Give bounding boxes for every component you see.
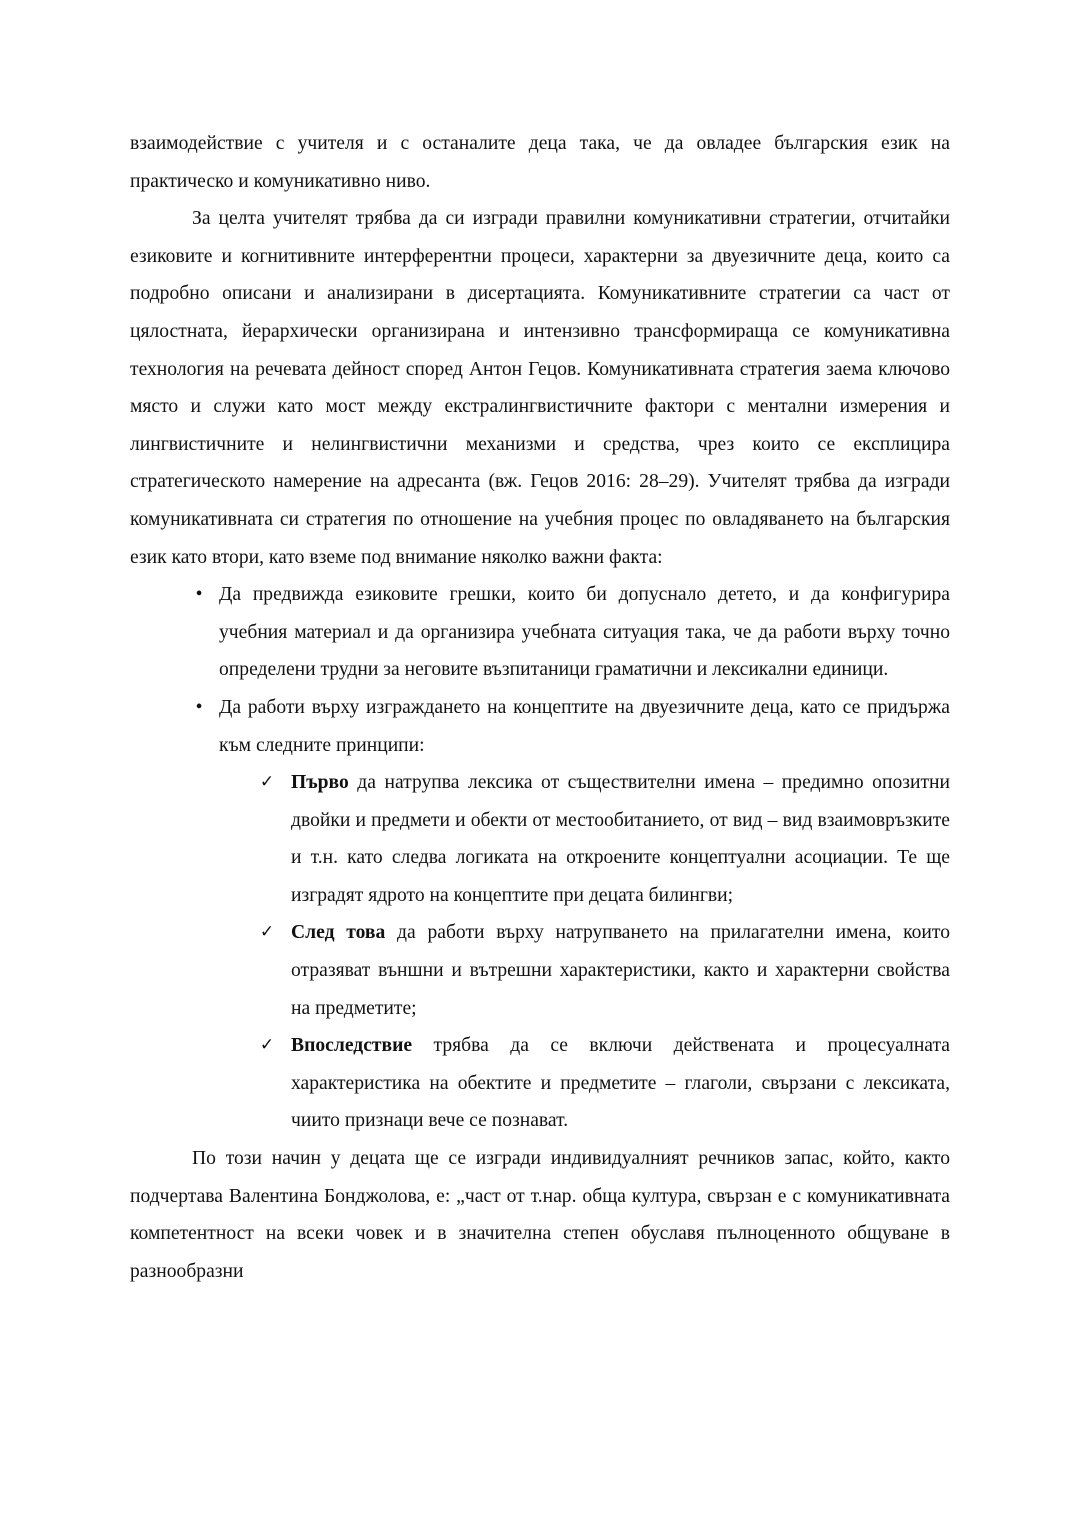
bullet-list <box>130 576 950 1140</box>
bullet-item <box>195 576 950 689</box>
checkmark-icon: ✓ <box>259 1035 275 1056</box>
checkmark-item <box>259 764 950 914</box>
bullet-text: Да предвижда езиковите грешки, които би допуснало детето, и да конфигурира учебния материал и да организира учебната ситуация така, че да работи върху точно определени трудни за неговите възпитаници граматични и лексикални единици. <box>219 584 950 681</box>
checkmark-item-text: да натрупва лексика от съществителни имена – предимно опозитни двойки и предмети и обекти от местообитанието, от вид – вид взаимовръзките и т.н. като следва логиката на откроените концептуални асоциации. Те ще изградят ядрото на концептите при децата билингви; <box>291 772 950 906</box>
checkmark-item-bold-lead: Впоследствие <box>291 1035 413 1057</box>
checkmark-item-bold-lead: Първо <box>291 772 349 794</box>
bullet-text: Да работи върху изграждането на концептите на двуезичните деца, като се придържа към следните принципи: <box>219 696 950 756</box>
paragraph-3: По този начин у децата ще се изгради индивидуалният речников запас, който, както подчертава Валентина Бонджолова, е: „част от т.нар. обща култура, свързан е с комуникативната компетентност на всеки човек и в значителна степен обуславя пълноценното общуване в разнообразни <box>130 1148 950 1282</box>
checkmark-item-bold-lead: След това <box>291 922 386 944</box>
document-page <box>130 125 950 1290</box>
bullet-icon: • <box>195 584 203 606</box>
checkmark-icon: ✓ <box>259 922 275 943</box>
checkmark-item <box>259 914 950 1027</box>
checkmark-item <box>259 1027 950 1140</box>
checkmark-item-text: трябва да се включи действената и процесуалната характеристика на обектите и предметите – глаголи, свързани с лексиката, чиито признаци вече се познават. <box>291 1035 950 1132</box>
checkmark-item-text: да работи върху натрупването на прилагателни имена, които отразяват външни и вътрешни характеристики, както и характерни свойства на предметите; <box>291 922 950 1019</box>
paragraph-2: За целта учителят трябва да си изгради правилни комуникативни стратегии, отчитайки езиковите и когнитивните интерферентни процеси, характерни за двуезичните деца, които са подробно описани и анализирани в дисертацията. Комуникативните стратегии са част от цялостната, йерархически организирана и интензивно трансформираща се комуникативна технология на речевата дейност според Антон Гецов. Комуникативната стратегия заема ключово място и служи като мост между екстралингвистичните фактори с ментални измерения и лингвистичните и нелингвистични механизми и средства, чрез които се експлицира стратегическото намерение на адресанта (вж. Гецов 2016: 28–29). Учителят трябва да изгради комуникативната си стратегия по отношение на учебния процес по овладяването на българския език като втори, като вземе под внимание няколко важни факта: <box>130 208 950 568</box>
bullet-icon: • <box>195 696 203 718</box>
bullet-item <box>195 689 950 1140</box>
checkmark-list <box>219 764 950 1140</box>
paragraph-1: взаимодействие с учителя и с останалите деца така, че да овладее българския език на практическо и комуникативно ниво. <box>130 133 950 192</box>
checkmark-icon: ✓ <box>259 772 275 793</box>
